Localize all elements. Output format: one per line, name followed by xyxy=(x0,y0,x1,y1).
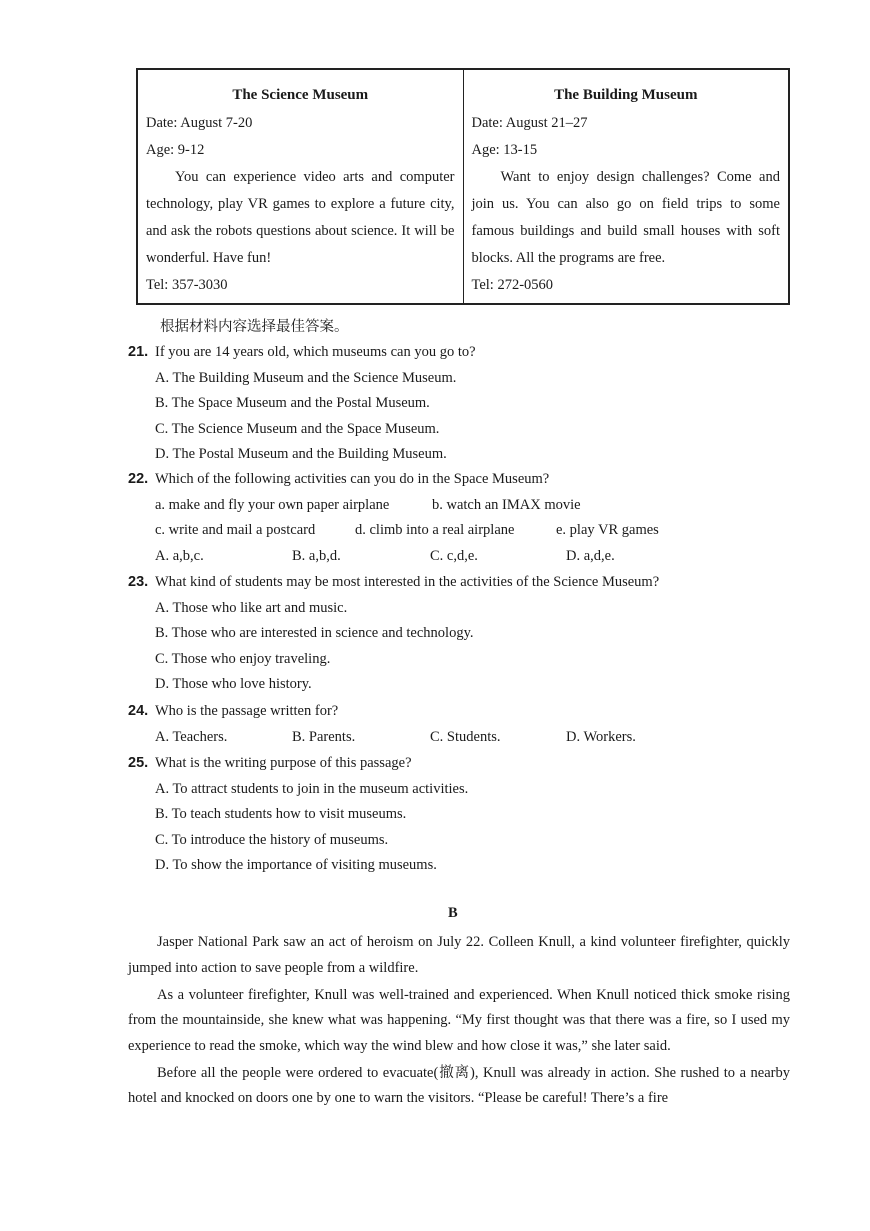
question-number: 25. xyxy=(128,755,149,771)
option-b[interactable]: B. Those who are interested in science and technology. xyxy=(155,625,474,641)
question-21 xyxy=(128,340,476,468)
option-c[interactable]: C. Students. xyxy=(430,728,501,745)
museum-tel: Tel: 357-3030 xyxy=(146,277,228,293)
question-text: Which of the following activities can you do in the Space Museum? xyxy=(155,471,550,487)
museum-description: You can experience video arts and computer technology, play VR games to explore a future city, and ask the robots questions about science. It will be wonderful. Have fun! xyxy=(146,169,455,266)
option-d[interactable]: D. The Postal Museum and the Building Museum. xyxy=(155,446,447,462)
passage-paragraph: Jasper National Park saw an act of heroism on July 22. Colleen Knull, a kind volunteer firefighter, quickly jumped into action to save people from a wildfire. xyxy=(128,934,790,976)
question-text: Who is the passage written for? xyxy=(155,703,339,719)
museum-date: Date: August 7-20 xyxy=(146,115,253,131)
option-a[interactable]: A. a,b,c. xyxy=(155,547,204,564)
option-c[interactable]: C. The Science Museum and the Space Museum. xyxy=(155,420,440,437)
museum-date: Date: August 21–27 xyxy=(471,115,588,131)
option-a[interactable]: A. To attract students to join in the museum activities. xyxy=(155,780,469,797)
museum-tel: Tel: 272-0560 xyxy=(471,277,554,293)
activity-item-d: d. climb into a real airplane xyxy=(355,522,515,538)
question-number: 23. xyxy=(128,574,149,590)
museum-description: Want to enjoy design challenges? Come and join us. You can also go on field trips to some famous buildings and build small houses with soft blocks. All the programs are free. xyxy=(471,169,780,266)
option-d[interactable]: D. Workers. xyxy=(566,728,636,745)
option-a[interactable]: A. The Building Museum and the Science Museum. xyxy=(155,369,457,386)
museum-info-table xyxy=(136,68,790,305)
option-c[interactable]: C. To introduce the history of museums. xyxy=(155,831,389,848)
museum-age: Age: 13-15 xyxy=(471,142,538,158)
option-b[interactable]: B. To teach students how to visit museums. xyxy=(155,806,407,822)
passage-paragraph: As a volunteer firefighter, Knull was well-trained and experienced. When Knull noticed thick smoke rising from the mountainside, she knew what was happening. “My first thought was that there was a fire, so I used my experience to read the smoke, which way the wind blew and how close it was,” she later said. xyxy=(128,986,790,1054)
instruction-text: 根据材料内容选择最佳答案。 xyxy=(160,319,349,335)
activity-item-b: b. watch an IMAX movie xyxy=(432,496,581,513)
option-d[interactable]: D. Those who love history. xyxy=(155,676,312,692)
option-d[interactable]: D. To show the importance of visiting museums. xyxy=(155,857,437,873)
question-24 xyxy=(128,699,636,750)
question-text: If you are 14 years old, which museums can you go to? xyxy=(155,344,476,360)
museum-title: The Building Museum xyxy=(554,87,698,103)
option-c[interactable]: C. Those who enjoy traveling. xyxy=(155,650,331,667)
activity-item-e: e. play VR games xyxy=(556,522,659,538)
reading-passage xyxy=(128,930,790,1113)
question-number: 22. xyxy=(128,471,149,487)
section-heading: B xyxy=(448,905,458,921)
passage-paragraph: Before all the people were ordered to evacuate(撤离), Knull was already in action. She rushed to a nearby hotel and knocked on doors one by one to warn the visitors. “Please be careful! There’s a fire xyxy=(128,1064,790,1106)
question-number: 21. xyxy=(128,344,149,360)
option-a[interactable]: A. Teachers. xyxy=(155,728,228,745)
option-b[interactable]: B. Parents. xyxy=(292,728,356,745)
question-number: 24. xyxy=(128,703,149,719)
option-d[interactable]: D. a,d,e. xyxy=(566,547,615,564)
option-a[interactable]: A. Those who like art and music. xyxy=(155,599,348,616)
option-c[interactable]: C. c,d,e. xyxy=(430,547,478,564)
museum-title: The Science Museum xyxy=(232,87,369,103)
building-museum-box xyxy=(463,70,789,303)
activity-item-a: a. make and fly your own paper airplane xyxy=(155,496,390,513)
science-museum-box xyxy=(138,70,463,303)
question-text: What is the writing purpose of this passage? xyxy=(155,755,412,771)
question-text: What kind of students may be most interested in the activities of the Science Museum? xyxy=(155,574,660,590)
activity-item-c: c. write and mail a postcard xyxy=(155,522,316,538)
option-b[interactable]: B. The Space Museum and the Postal Museum. xyxy=(155,395,430,411)
question-22 xyxy=(128,467,659,569)
museum-age: Age: 9-12 xyxy=(146,142,205,158)
option-b[interactable]: B. a,b,d. xyxy=(292,547,341,564)
question-23 xyxy=(128,570,659,698)
question-25 xyxy=(128,751,468,879)
